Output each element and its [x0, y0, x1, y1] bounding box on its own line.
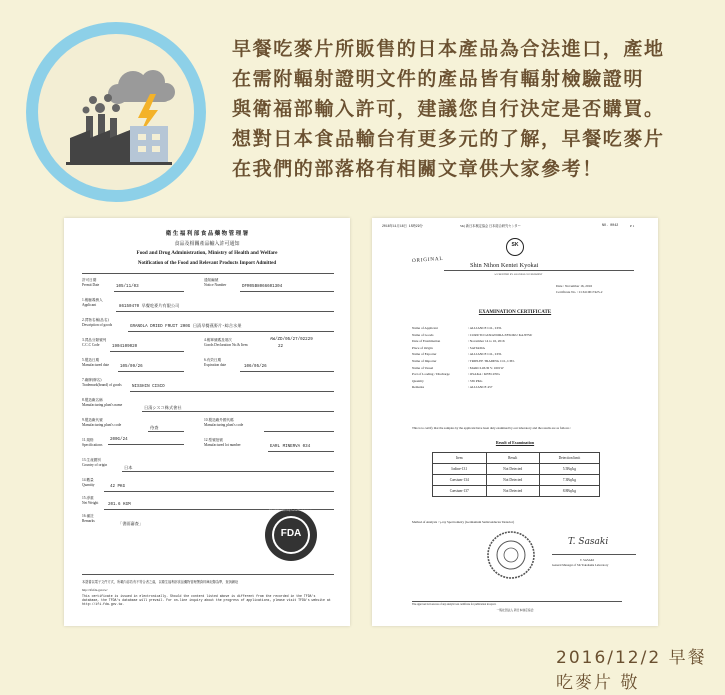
row-value: : MARCLOUD V. 1601W: [468, 365, 504, 370]
spec-label: 11.規格 Specifications: [82, 438, 103, 447]
org-subtitle: ACCREDITED BY JAPANESE GOVERNMENT: [494, 273, 543, 276]
remarks-value: 「書面審查」: [118, 521, 144, 526]
cert-title: EXAMINATION CERTIFICATE: [478, 310, 552, 315]
brand-label: 7.廠牌(牌名) Trademark(brand) of goods: [82, 378, 122, 387]
cert-detail-rows: [412, 326, 642, 392]
lab-seal: [486, 530, 536, 580]
row-value: : November 14 to 16, 2016: [468, 339, 505, 344]
fda-title-zh: 衛 生 福 利 部 食 品 藥 物 管 理 署: [165, 231, 249, 237]
row-value: : ALLIANCE CO., LTD.: [468, 326, 502, 330]
signature-line: 2016/12/2 早餐吃麥片 敬: [556, 648, 707, 693]
row-value: : CORUTO GURANORA ZESOKU KAJITSU: [468, 332, 533, 337]
exp-date-label: 6.有效日期 Expiration date: [204, 358, 227, 367]
plant-code-label: 9.製造廠代號 Manufacturing plant's code: [82, 418, 122, 427]
intro-line: 在我們的部落格有相關文章供大家參考！: [232, 158, 603, 180]
quantity-label: 14.數量 Quantity: [82, 478, 95, 487]
permit-date-label: 許可日期 Permit Date: [82, 278, 100, 287]
plant-code-value: 待查: [150, 425, 159, 430]
examination-certificate: [372, 218, 658, 626]
org-name: Shin Nihon Kentei Kyokai: [470, 262, 539, 269]
row-label: Name of Goods: [412, 332, 434, 337]
page-marks: P 1: [630, 224, 635, 228]
table-cell: Iodine-131: [433, 464, 487, 475]
table-header-row: [433, 453, 600, 464]
fda-footer-zh: 本證書以電子文件方式，所載內容若有不符合者之處，以衛生福利部食品藥物管理署資料庫紀錄為準，查詢網址: [82, 580, 239, 584]
applicant-value: 86150470 早餐吃麥片有限公司: [119, 305, 180, 309]
ccc-value: 1904109020: [112, 345, 138, 349]
signer-name: T. SASAKI: [580, 558, 594, 562]
plant-id-label: 10.製造廠外國代碼 Manufacturing plant's code: [204, 418, 244, 427]
exp-date-value: 106/05/26: [244, 365, 267, 369]
table-header: Item: [433, 453, 487, 464]
fda-title-en: Food and Drug Administration, Ministry of Health and Welfare: [136, 250, 278, 256]
result-title: Result of Examination: [495, 440, 535, 445]
row-label: Date of Examination: [412, 339, 441, 344]
notice-number-value: DFR05B8066601304: [242, 285, 283, 289]
cert-date: Date : November 16, 2016: [556, 284, 593, 288]
net-weight-label: 15.淨重 Net Weight: [82, 496, 99, 505]
lab-footer-org: 一般社団法人 新日本検定協会: [496, 609, 534, 612]
remarks-label: 16.備註 Remarks: [82, 514, 95, 523]
fda-footer-en: This certificate is issued in electronically. Should the content listed above is different from the recorded in the TFDA's database, the TFDA's database will prevail. For on-line inquiry about the progress of applications, please visit TFDA's website at http://ifi.fda.gov.tw.: [82, 594, 331, 606]
sk-logo-text: SK: [511, 242, 519, 248]
table-cell: Not Detected: [486, 464, 539, 475]
intro-line: 想對日本食品輸台有更多元的了解，早餐吃麥片: [232, 128, 665, 150]
doc-number: NO. 0042: [602, 224, 619, 228]
row-value: : SAITAMA: [468, 345, 485, 350]
result-table: [432, 452, 600, 497]
brand-value: NISSHIN CISCO: [132, 385, 165, 389]
applicant-label: 1.報驗義務人 Applicant: [82, 298, 103, 307]
row-value: : ALLIANCE 457: [468, 385, 493, 390]
mfg-date-value: 105/09/26: [120, 365, 143, 369]
spec-value: 200G/24: [110, 438, 128, 442]
country-value: 日本: [124, 465, 133, 470]
row-label: Remarks: [412, 385, 425, 390]
plant-name-label: 8.製造廠名稱 Manufacturing plant's name: [82, 398, 123, 407]
factory-icon-badge: [26, 22, 206, 202]
table-header: Detection limit: [539, 453, 599, 464]
cert-number: Certificate No. : C16110017425-2: [556, 290, 603, 294]
row-label: Name of Importer: [412, 358, 437, 363]
table-row: [433, 486, 600, 497]
fax-stamp-top: 2016年11月16日 15時29分: [382, 224, 423, 228]
table-row: [433, 464, 600, 475]
lab-footer-note: The approved is in excess of any analytic test certificate for publication in report.: [412, 603, 497, 606]
declaration-value: AW/ZD/05/27/02229: [270, 338, 313, 342]
plant-name-value: 日清シスコ株式會社: [144, 405, 182, 410]
model-label: 12.型號批號 Manufactured lot number: [204, 438, 241, 447]
row-label: Quantity: [412, 378, 424, 383]
factory-pollution-icon: [38, 34, 194, 190]
notice-number-label: 通知編號 Notice Number: [204, 278, 227, 287]
analysis-method: Method of Analysis : γ-ray Spectrometry (Germanium Semiconductor Detector): [412, 520, 515, 524]
fda-seal: [264, 508, 318, 562]
table-cell: Not Detected: [486, 475, 539, 486]
certify-text: This is to certify that the samples by the applicant have been duly examined by our laboratory and the results are as follows :: [412, 426, 572, 430]
table-cell: 7.3Bq/kg: [539, 475, 599, 486]
handwritten-signature: T. Sasaki: [568, 537, 609, 547]
sk-logo: [506, 238, 524, 256]
goods-value: GRANOLA DRIED FRUIT 200G 日清早餐燕麥片-綜合水果: [130, 325, 242, 329]
fax-stamp-mid: SK) 新日本検定協会 日本総合研究センター: [460, 224, 521, 228]
table-cell: Caesium-137: [433, 486, 487, 497]
ccc-label: 3.貨品分類號列 C.C.C Code: [82, 338, 107, 347]
table-row: [433, 475, 600, 486]
fda-seal-ring: 衛生福利部食品藥物管理署 Food and Drug Administration: [268, 510, 314, 512]
permit-date-value: 105/11/03: [116, 285, 139, 289]
fda-subtitle-zh: 食品及相關產品輸入許可通知: [174, 242, 240, 247]
intro-line: 在需附輻射證明文件的產品皆有輻射檢驗證明: [232, 68, 645, 90]
fda-import-notice: [64, 218, 350, 626]
intro-paragraph: [232, 34, 702, 184]
row-value: : OSAKA / KEELUNG: [468, 372, 500, 377]
row-label: Place of Origin: [412, 345, 433, 350]
intro-line: 與衛福部輸入許可，建議您自行決定是否購買。: [232, 98, 665, 120]
row-label: Name of Vessel: [412, 365, 434, 370]
row-label: Port of Loading / Discharge: [412, 372, 450, 377]
declaration-item: 22: [278, 345, 284, 349]
row-label: Name of Applicant: [412, 326, 438, 330]
row-value: : 336 PKG: [468, 378, 483, 383]
table-cell: 5.5Bq/kg: [539, 464, 599, 475]
country-label: 13.生產國別 Country of origin: [82, 458, 108, 467]
mfg-date-label: 5.製造日期 Manufactured date: [82, 358, 110, 367]
intro-line: 早餐吃麥片所販售的日本產品為合法進口，產地: [232, 38, 665, 60]
row-value: : TRIPLEE TRADING CO., LTD.: [468, 358, 515, 363]
goods-label: 2.貨物名稱(品名) Description of goods: [82, 318, 113, 327]
table-cell: 8.8Bq/kg: [539, 486, 599, 497]
declaration-label: 4.報單號碼及項次 Goods Declaration No.& Item: [204, 338, 248, 347]
row-value: : ALLIANCE CO., LTD.: [468, 352, 502, 357]
model-value: EARL MINERVA 034: [270, 445, 311, 449]
quantity-value: 42 PKG: [110, 485, 126, 489]
fda-footer-url: http://ifi.fda.gov.tw/: [82, 588, 108, 592]
signer-title: General Manager of SK Yokohama Laboratory: [552, 563, 609, 567]
table-cell: Not Detected: [486, 486, 539, 497]
fda-seal-text: FDA: [280, 528, 302, 539]
table-cell: Caesium-134: [433, 475, 487, 486]
net-weight-value: 201.6 KGM: [108, 503, 131, 507]
table-header: Result: [486, 453, 539, 464]
fda-subtitle-en: Notification of the Food and Relevant Products Import Admitted: [137, 261, 277, 266]
row-label: Name of Exporter: [412, 352, 437, 357]
original-stamp: ORIGINAL: [411, 255, 444, 265]
